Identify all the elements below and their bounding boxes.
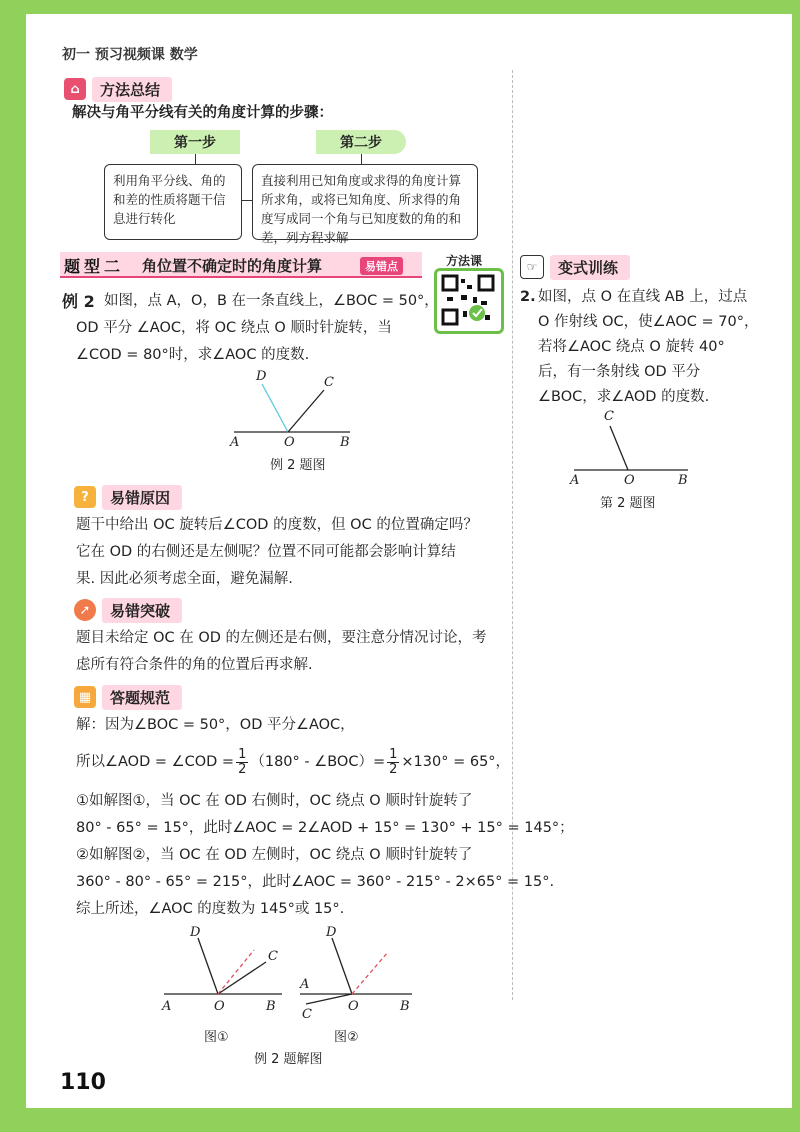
variant-heading — [520, 254, 630, 280]
variant-line4: 后，有一条射线 OD 平分 — [538, 364, 701, 380]
fig2-caption: 图② — [334, 1030, 359, 1045]
example2-figure — [220, 366, 360, 450]
fig1-ray-OC — [218, 962, 266, 994]
type2-badge-wrap — [360, 255, 403, 275]
fig2-ray-OC — [306, 994, 352, 1004]
step1-box: 利用角平分线、角的和差的性质将题干信息进行转化 — [104, 164, 242, 240]
fig2-ray-OD — [332, 938, 352, 994]
variant-line3: 若将∠AOC 绕点 O 旋转 40° — [538, 339, 725, 355]
fig-label-O: O — [284, 435, 295, 450]
method-summary-heading — [64, 76, 172, 102]
home-icon: ⌂ — [64, 78, 86, 100]
qr-pattern — [437, 271, 501, 331]
breakthrough-line2: 虑所有符合条件的角的位置后再求解. — [76, 657, 313, 673]
fig-label-A: A — [230, 435, 240, 450]
method-summary-label: 方法总结 — [92, 77, 172, 102]
pointing-hand-icon: ☞ — [520, 255, 544, 279]
green-border-top — [0, 0, 800, 14]
solution-figure-1 — [158, 922, 288, 1022]
frac2-num: 1 — [389, 747, 398, 762]
variant-fig-caption: 第 2 题图 — [600, 496, 656, 511]
variant-line5: ∠BOC，求∠AOD 的度数. — [538, 389, 710, 405]
example2-line2: OD 平分 ∠AOC，将 OC 绕点 O 顺时针旋转，当 — [76, 320, 392, 336]
green-border-right — [792, 0, 800, 1132]
column-divider — [512, 70, 513, 1000]
fig1-label-O: O — [214, 999, 225, 1014]
variant-number: 2. — [520, 289, 536, 305]
fig2-label-B: B — [400, 999, 410, 1014]
fig-label-C: C — [324, 375, 334, 390]
answer-line2-a: 所以∠AOD = ∠COD = — [76, 754, 235, 770]
fig1-caption: 图① — [204, 1030, 229, 1045]
error-cause-label: 易错原因 — [102, 485, 182, 510]
step2-tab: 第二步 — [316, 130, 406, 154]
error-cause-line1: 题干中给出 OC 旋转后∠COD 的度数，但 OC 的位置确定吗？ — [76, 517, 478, 533]
answer-label: 答题规范 — [102, 685, 182, 710]
page-number: 110 — [60, 1070, 106, 1095]
running-header: 初一 预习视频课 数学 — [62, 47, 198, 63]
fig-label-D: D — [256, 369, 267, 384]
answer-line2-b: （180° - ∠BOC）= — [250, 754, 386, 770]
case2-line-b: 360° - 80° - 65° = 215°，此时∠AOC = 360° - 215° - 2×65° = 15°. — [76, 874, 555, 890]
fig2-label-O: O — [348, 999, 359, 1014]
answer-line2 — [76, 748, 510, 777]
frac2-den: 2 — [389, 762, 398, 777]
fig1-original-OC — [218, 950, 254, 994]
fig1-ray-OD — [198, 938, 218, 994]
example2-label: 例 2 — [62, 292, 95, 311]
fig1-label-D: D — [190, 925, 201, 940]
variant-line1: 如图，点 O 在直线 AB 上，过点 — [538, 289, 748, 305]
frac1-num: 1 — [238, 747, 247, 762]
step1-tab: 第一步 — [150, 130, 240, 154]
fig2-label-D: D — [326, 925, 337, 940]
case1-line-a: ①如解图①，当 OC 在 OD 右侧时，OC 绕点 O 顺时针旋转了 — [76, 793, 473, 809]
frac1-den: 2 — [238, 762, 247, 777]
fraction-half-1 — [236, 748, 248, 777]
fig-ray-OC — [288, 390, 324, 432]
vfig-label-B: B — [678, 473, 688, 488]
error-cause-line3: 果. 因此必须考虑全面，避免漏解. — [76, 571, 293, 587]
fig1-label-A: A — [162, 999, 172, 1014]
fig1-label-C: C — [268, 949, 278, 964]
example2-fig-caption: 例 2 题图 — [270, 458, 326, 473]
solution-figs-caption: 例 2 题解图 — [254, 1052, 323, 1067]
method-summary-intro: 解决与角平分线有关的角度计算的步骤： — [72, 105, 333, 121]
vfig-ray-OC — [610, 426, 628, 470]
rocket-icon: ➚ — [74, 599, 96, 621]
conclusion-line: 综上所述，∠AOC 的度数为 145°或 15°. — [76, 901, 345, 917]
answer-line1: 解：因为∠BOC = 50°，OD 平分∠AOC， — [76, 717, 355, 733]
example2-line1: 如图，点 A，O，B 在一条直线上，∠BOC = 50°， — [104, 293, 439, 309]
green-border-bottom — [0, 1108, 800, 1132]
solution-figure-2 — [294, 922, 424, 1022]
answer-line2-c: ×130° = 65°， — [401, 754, 511, 770]
variant-line2: O 作射线 OC，使∠AOC = 70°， — [538, 314, 759, 330]
example2-line3: ∠COD = 80°时，求∠AOC 的度数. — [76, 347, 310, 363]
step2-box: 直接利用已知角度或求得的角度计算所求角，或将已知角度、所求得的角度写成同一个角与已知度数的角的和差，列方程求解 — [252, 164, 478, 240]
fig1-label-B: B — [266, 999, 276, 1014]
type2-prefix: 题型二 — [64, 257, 125, 276]
vfig-label-O: O — [624, 473, 635, 488]
qr-code[interactable] — [434, 268, 504, 334]
breakthrough-heading — [74, 597, 182, 623]
breakthrough-label: 易错突破 — [102, 598, 182, 623]
fig2-label-C: C — [302, 1007, 312, 1022]
error-prone-badge: 易错点 — [360, 257, 403, 275]
step-arrow — [242, 200, 252, 201]
question-icon: ? — [74, 486, 96, 508]
fraction-half-2 — [387, 748, 399, 777]
case1-line-b: 80° - 65° = 15°，此时∠AOC = 2∠AOD + 15° = 130° + 15° = 145°； — [76, 820, 574, 836]
answer-heading — [74, 684, 182, 710]
fig2-original-OC — [352, 952, 388, 994]
error-cause-line2: 它在 OD 的右侧还是左侧呢？位置不同可能都会影响计算结 — [76, 544, 456, 560]
vfig-label-A: A — [570, 473, 580, 488]
vfig-label-C: C — [604, 409, 614, 424]
variant-label: 变式训练 — [550, 255, 630, 280]
fig-label-B: B — [340, 435, 350, 450]
error-cause-heading — [74, 484, 182, 510]
calendar-icon: ▦ — [74, 686, 96, 708]
fig-ray-OD — [262, 384, 288, 432]
step1-connector — [195, 154, 196, 164]
step2-connector — [361, 154, 362, 164]
case2-line-a: ②如解图②，当 OC 在 OD 左侧时，OC 绕点 O 顺时针旋转了 — [76, 847, 473, 863]
type2-title: 角位置不确定时的角度计算 — [142, 257, 323, 275]
variant-figure — [560, 404, 700, 490]
fig2-label-A: A — [300, 977, 310, 992]
qr-label: 方法课 — [446, 254, 483, 268]
breakthrough-line1: 题目未给定 OC 在 OD 的左侧还是右侧，要注意分情况讨论，考 — [76, 630, 487, 646]
green-border-left — [0, 0, 26, 1132]
